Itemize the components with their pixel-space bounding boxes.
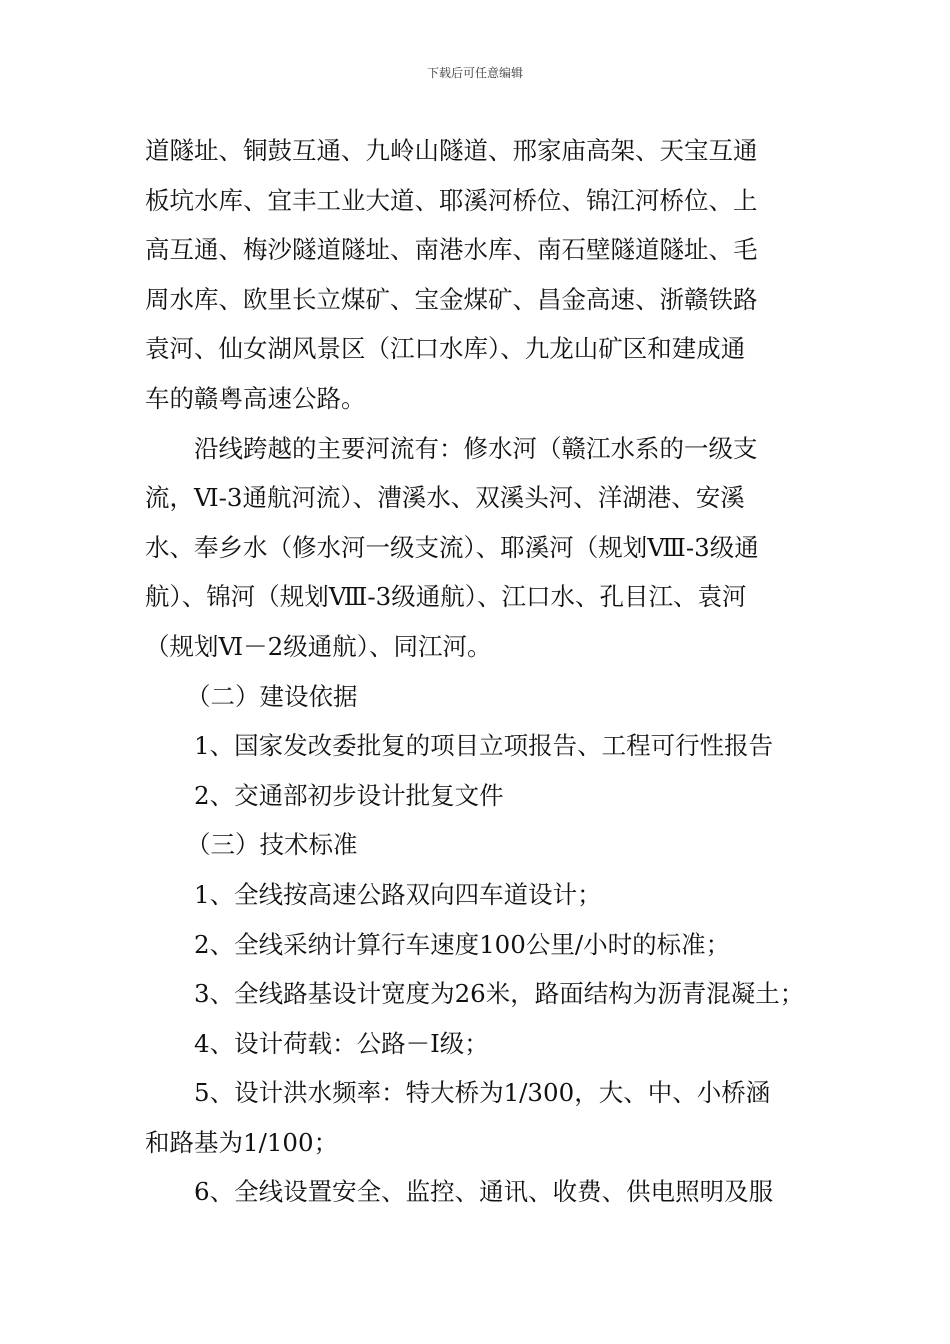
list-item: 6、全线设置安全、监控、通讯、收费、供电照明及服 bbox=[194, 1177, 774, 1207]
text-line: （规划Ⅵ－2级通航）、同江河。 bbox=[145, 631, 492, 661]
list-item: 1、国家发改委批复的项目立项报告、工程可行性报告 bbox=[194, 731, 774, 761]
section-heading: （二）建设依据 bbox=[186, 681, 358, 711]
text-line: 袁河、仙女湖风景区（江口水库）、九龙山矿区和建成通 bbox=[145, 334, 746, 364]
text-line: 周水库、欧里长立煤矿、宝金煤矿、昌金高速、浙赣铁路 bbox=[145, 284, 758, 314]
text-line: 板坑水库、宜丰工业大道、耶溪河桥位、锦江河桥位、上 bbox=[145, 185, 758, 215]
text-line: 车的赣粤高速公路。 bbox=[145, 383, 366, 413]
paragraph-start-line: 沿线跨越的主要河流有：修水河（赣江水系的一级支 bbox=[194, 433, 758, 463]
list-item: 4、设计荷载：公路－Ⅰ级； bbox=[194, 1028, 489, 1058]
text-line: 高互通、梅沙隧道隧址、南港水库、南石壁隧道隧址、毛 bbox=[145, 235, 758, 265]
text-line: 流，Ⅵ-3通航河流）、漕溪水、双溪头河、洋湖港、安溪 bbox=[145, 483, 745, 513]
list-item: 2、全线采纳计算行车速度100公里/小时的标准； bbox=[194, 929, 731, 959]
list-item: 1、全线按高速公路双向四车道设计； bbox=[194, 879, 602, 909]
text-line: 水、奉乡水（修水河一级支流）、耶溪河（规划Ⅷ-3级通 bbox=[145, 532, 759, 562]
text-line: 航）、锦河（规划Ⅷ-3级通航）、江口水、孔目江、袁河 bbox=[145, 582, 747, 612]
page-header: 下载后可任意编辑 bbox=[426, 66, 523, 80]
text-line: 道隧址、铜鼓互通、九岭山隧道、邢家庙高架、天宝互通 bbox=[145, 136, 758, 165]
text-line: 和路基为1/100； bbox=[145, 1127, 339, 1157]
list-item: 5、设计洪水频率：特大桥为1/300，大、中、小桥涵 bbox=[194, 1078, 771, 1108]
list-item: 2、交通部初步设计批复文件 bbox=[194, 780, 504, 810]
section-heading: （三）技术标准 bbox=[186, 830, 358, 860]
document-body bbox=[145, 126, 817, 1217]
list-item: 3、全线路基设计宽度为26米，路面结构为沥青混凝土； bbox=[194, 979, 805, 1009]
